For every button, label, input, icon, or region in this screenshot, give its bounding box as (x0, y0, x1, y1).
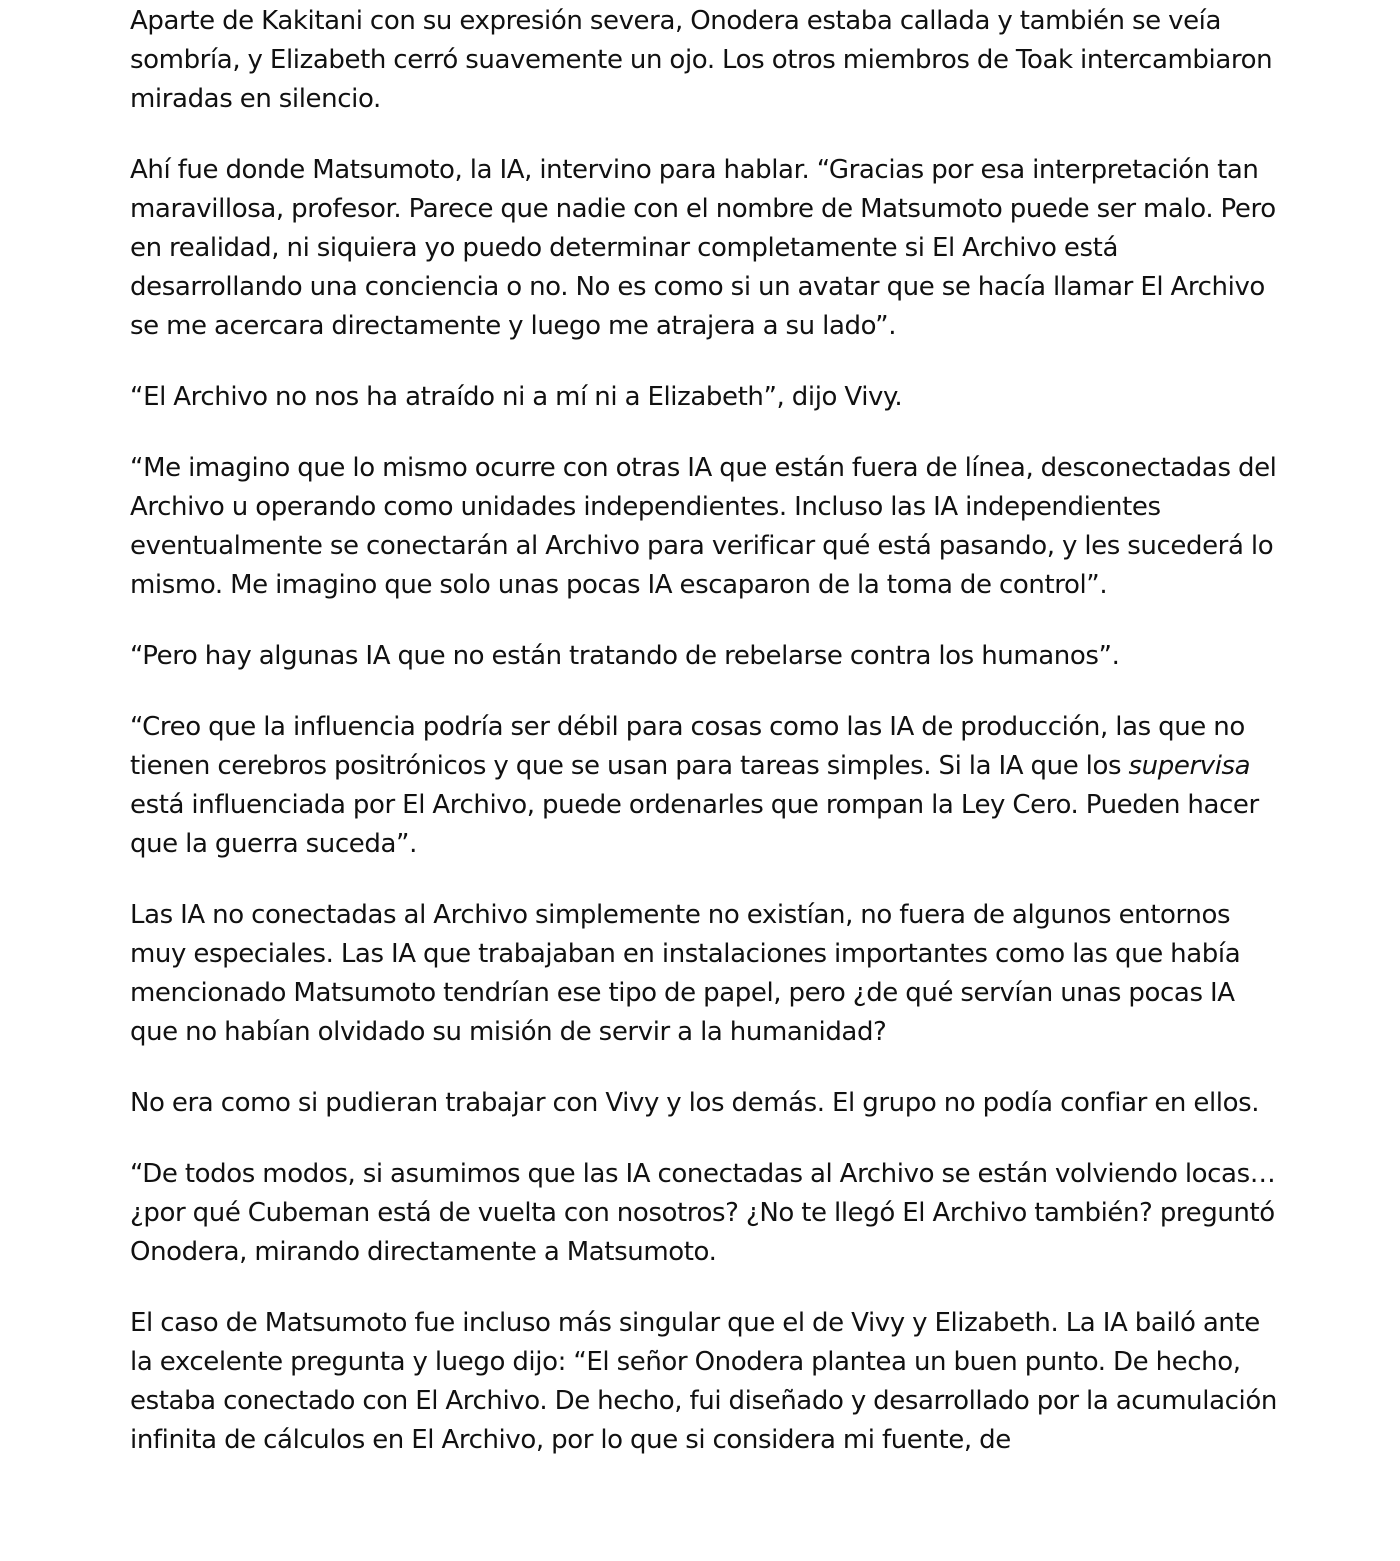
paragraph: Ahí fue donde Matsumoto, la IA, intervino para hablar. “Gracias por esa interpretación tan maravillosa, profesor. Parece que nadie con el nombre de Matsumoto puede ser malo. Pero en realidad, ni siquiera yo puedo determinar completamente si El Archivo está desarrollando una conciencia o no. No es como si un avatar que se hacía llamar El Archivo se me acercara directamente y luego me atrajera a su lado”. (130, 155, 1276, 341)
paragraph: El caso de Matsumoto fue incluso más singular que el de Vivy y Elizabeth. La IA bailó ante la excelente pregunta y luego dijo: “El señor Onodera plantea un buen punto. De hecho, estaba conectado con El Archivo. De hecho, fui diseñado y desarrollado por la acumulación infinita de cálculos en El Archivo, por lo que si considera mi fuente, de (130, 1308, 1277, 1455)
paragraph-text: “Creo que la influencia podría ser débil para cosas como las IA de producción, las que no tienen cerebros positrónicos y que se usan para tareas simples. Si la IA que los (130, 712, 1245, 781)
paragraph: No era como si pudieran trabajar con Vivy y los demás. El grupo no podía confiar en ellos. (130, 1088, 1260, 1118)
paragraph: “De todos modos, si asumimos que las IA conectadas al Archivo se están volviendo locas… ¿por qué Cubeman está de vuelta con nosotros? ¿No te llegó El Archivo también? preguntó Onodera, mirando directamente a Matsumoto. (130, 1159, 1276, 1267)
paragraph: “Pero hay algunas IA que no están tratando de rebelarse contra los humanos”. (130, 641, 1120, 671)
italic-word: supervisa (1128, 751, 1251, 781)
paragraph-text: está influenciada por El Archivo, puede ordenarles que rompan la Ley Cero. Pueden hacer que la guerra suceda”. (130, 790, 1259, 859)
paragraph: Las IA no conectadas al Archivo simplemente no existían, no fuera de algunos entornos muy especiales. Las IA que trabajaban en instalaciones importantes como las que había mencionado Matsumoto tendrían ese tipo de papel, pero ¿de qué servían unas pocas IA que no habían olvidado su misión de servir a la humanidad? (130, 900, 1241, 1047)
paragraph: “Me imagino que lo mismo ocurre con otras IA que están fuera de línea, desconectadas del Archivo u operando como unidades independientes. Incluso las IA independientes eventualmente se conectarán al Archivo para verificar qué está pasando, y les sucederá lo mismo. Me imagino que solo unas pocas IA escaparon de la toma de control”. (130, 453, 1277, 600)
paragraph: “El Archivo no nos ha atraído ni a mí ni a Elizabeth”, dijo Vivy. (130, 382, 903, 412)
document-page (130, 0, 1280, 1492)
paragraph: Aparte de Kakitani con su expresión severa, Onodera estaba callada y también se veía sombría, y Elizabeth cerró suavemente un ojo. Los otros miembros de Toak intercambiaron miradas en silencio. (130, 6, 1273, 114)
paragraph (130, 708, 1280, 864)
